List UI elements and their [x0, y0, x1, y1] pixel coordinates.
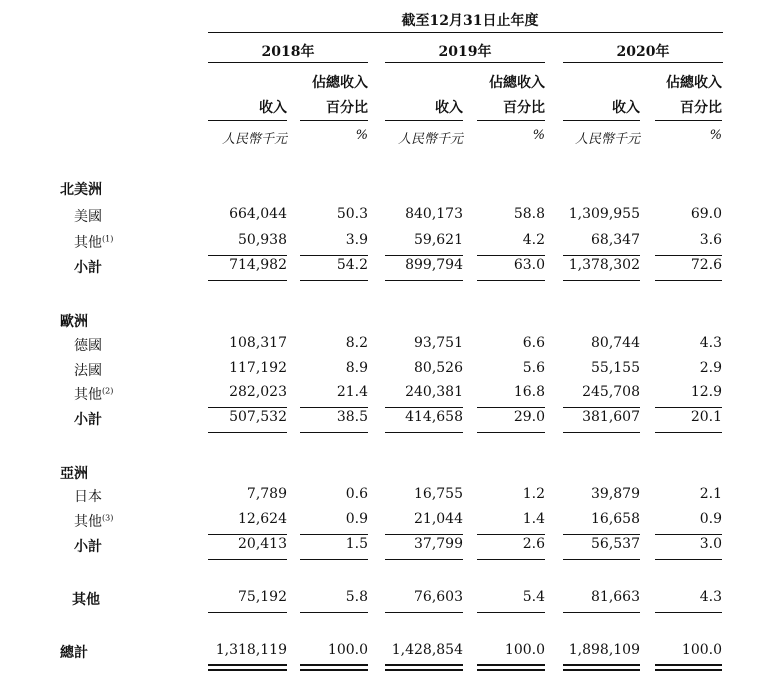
table-cell: 100.0 [681, 642, 722, 658]
other-rule [655, 612, 722, 613]
row-label [74, 232, 113, 252]
other-rule [300, 612, 368, 613]
table-cell: 21.4 [336, 384, 368, 400]
row-label-text: 美國 [74, 209, 102, 225]
total-double-rule [655, 664, 722, 671]
subtotal-rule-top [300, 255, 368, 256]
subtotal-rule-top [385, 534, 463, 535]
revenue-header: 收入 [435, 100, 463, 116]
unit-revenue: 人民幣千元 [397, 132, 463, 147]
row-label [74, 335, 102, 355]
revenue-header-underline [208, 120, 287, 121]
subtotal-label [74, 409, 102, 429]
table-cell: 38.5 [336, 409, 368, 425]
table-cell: 54.2 [336, 257, 368, 273]
table-cell: 76,603 [414, 589, 463, 605]
year-2018-underline [208, 62, 368, 63]
revenue-header-underline [563, 120, 640, 121]
table-cell: 117,192 [229, 360, 287, 376]
subtotal-rule-top [655, 407, 722, 408]
table-cell: 39,879 [591, 486, 640, 502]
unit-pct: % [355, 128, 368, 143]
table-cell: 0.9 [699, 511, 722, 527]
table-cell: 72.6 [690, 257, 722, 273]
subtotal-rule-bottom [300, 559, 368, 560]
row-label-text: 德國 [74, 338, 102, 354]
table-cell: 100.0 [327, 642, 368, 658]
subtotal-rule-bottom [563, 280, 640, 281]
subtotal-rule-bottom [477, 280, 545, 281]
table-cell: 21,044 [414, 511, 463, 527]
table-cell: 5.6 [522, 360, 545, 376]
subtotal-rule-bottom [385, 280, 463, 281]
subtotal-rule-bottom [477, 559, 545, 560]
subtotal-rule-bottom [477, 432, 545, 433]
table-cell: 69.0 [690, 206, 722, 222]
pct-header-line1: 佔總收入 [666, 75, 722, 91]
table-cell: 245,708 [582, 384, 640, 400]
subtotal-rule-top [300, 407, 368, 408]
subtotal-rule-top [477, 534, 545, 535]
table-cell: 899,794 [405, 257, 463, 273]
unit-revenue: 人民幣千元 [574, 132, 640, 147]
subtotal-rule-bottom [563, 559, 640, 560]
table-cell: 714,982 [229, 257, 287, 273]
total-double-rule [208, 664, 287, 671]
subtotal-rule-bottom [300, 280, 368, 281]
table-cell: 1.4 [522, 511, 545, 527]
subtotal-rule-top [208, 407, 287, 408]
table-cell: 80,526 [414, 360, 463, 376]
table-cell: 93,751 [414, 335, 463, 351]
pct-header-underline [300, 120, 368, 121]
table-cell: 55,155 [591, 360, 640, 376]
table-cell: 20,413 [238, 536, 287, 552]
section-title: 北美洲 [60, 182, 102, 198]
table-cell: 8.2 [345, 335, 368, 351]
subtotal-rule-top [208, 534, 287, 535]
footnote-marker: (3) [102, 513, 114, 523]
table-cell: 58.8 [513, 206, 545, 222]
table-cell: 59,621 [414, 232, 463, 248]
subtotal-rule-top [208, 255, 287, 256]
table-cell: 1,309,955 [568, 206, 640, 222]
table-cell: 108,317 [229, 335, 287, 351]
table-cell: 664,044 [229, 206, 287, 222]
year-2020-heading: 2020年 [616, 44, 670, 60]
row-label [74, 206, 102, 226]
other-rule [208, 612, 287, 613]
subtotal-rule-bottom [655, 432, 722, 433]
total-double-rule [563, 664, 640, 671]
subtotal-rule-top [563, 407, 640, 408]
row-label [74, 486, 102, 506]
revenue-header-underline [385, 120, 463, 121]
table-cell: 16,658 [591, 511, 640, 527]
subtotal-label [74, 536, 102, 556]
table-cell: 68,347 [591, 232, 640, 248]
table-cell: 507,532 [229, 409, 287, 425]
table-cell: 56,537 [591, 536, 640, 552]
row-label [74, 360, 102, 380]
row-label-text: 小計 [74, 539, 102, 555]
table-cell: 7,789 [246, 486, 287, 502]
subtotal-rule-bottom [563, 432, 640, 433]
table-cell: 1.5 [345, 536, 368, 552]
row-label-text: 小計 [74, 260, 102, 276]
pct-header-underline [477, 120, 545, 121]
subtotal-rule-bottom [655, 280, 722, 281]
table-cell: 16,755 [414, 486, 463, 502]
table-cell: 50.3 [336, 206, 368, 222]
section-title: 亞洲 [60, 466, 88, 482]
table-cell: 20.1 [690, 409, 722, 425]
subtotal-rule-top [655, 255, 722, 256]
unit-pct: % [709, 128, 722, 143]
subtotal-rule-bottom [385, 432, 463, 433]
pct-header-line2: 百分比 [503, 100, 545, 116]
year-2019-underline [385, 62, 545, 63]
table-cell: 100.0 [504, 642, 545, 658]
table-cell: 414,658 [405, 409, 463, 425]
table-cell: 3.9 [345, 232, 368, 248]
unit-pct: % [532, 128, 545, 143]
table-cell: 3.0 [699, 536, 722, 552]
total-double-rule [300, 664, 368, 671]
row-label-text: 法國 [74, 363, 102, 379]
table-cell: 63.0 [513, 257, 545, 273]
year-2019-heading: 2019年 [438, 44, 492, 60]
row-label [74, 384, 113, 404]
table-cell: 8.9 [345, 360, 368, 376]
row-label-text: 其他 [74, 387, 102, 403]
table-cell: 1,898,109 [568, 642, 640, 658]
footnote-marker: (1) [102, 234, 114, 244]
subtotal-rule-bottom [655, 559, 722, 560]
subtotal-rule-top [385, 407, 463, 408]
subtotal-rule-top [563, 534, 640, 535]
table-cell: 0.9 [345, 511, 368, 527]
other-rule [385, 612, 463, 613]
row-label [74, 511, 113, 531]
total-label: 總計 [60, 645, 88, 661]
table-cell: 240,381 [405, 384, 463, 400]
table-cell: 4.2 [522, 232, 545, 248]
pct-header-line2: 百分比 [326, 100, 368, 116]
table-cell: 381,607 [582, 409, 640, 425]
subtotal-rule-top [385, 255, 463, 256]
year-2018-heading: 2018年 [261, 44, 315, 60]
table-cell: 4.3 [699, 335, 722, 351]
year-2020-underline [563, 62, 723, 63]
other-rule [477, 612, 545, 613]
table-cell: 16.8 [513, 384, 545, 400]
subtotal-label [74, 257, 102, 277]
footnote-marker: (2) [102, 386, 114, 396]
table-cell: 4.3 [699, 589, 722, 605]
table-cell: 37,799 [414, 536, 463, 552]
table-cell: 282,023 [229, 384, 287, 400]
table-cell: 840,173 [405, 206, 463, 222]
row-label-text: 其他 [74, 235, 102, 251]
subtotal-rule-top [563, 255, 640, 256]
subtotal-rule-top [300, 534, 368, 535]
subtotal-rule-bottom [385, 559, 463, 560]
table-cell: 12.9 [690, 384, 722, 400]
table-cell: 2.6 [522, 536, 545, 552]
table-cell: 1.2 [522, 486, 545, 502]
subtotal-rule-bottom [208, 280, 287, 281]
table-cell: 1,318,119 [215, 642, 287, 658]
table-cell: 50,938 [238, 232, 287, 248]
table-cell: 5.4 [522, 589, 545, 605]
section-title: 歐洲 [60, 314, 88, 330]
pct-header-line2: 百分比 [680, 100, 722, 116]
table-cell: 6.6 [522, 335, 545, 351]
table-cell: 12,624 [238, 511, 287, 527]
table-cell: 81,663 [591, 589, 640, 605]
pct-header-underline [655, 120, 722, 121]
revenue-header: 收入 [259, 100, 287, 116]
table-cell: 2.9 [699, 360, 722, 376]
revenue-header: 收入 [612, 100, 640, 116]
row-label-text: 日本 [74, 489, 102, 505]
period-underline [208, 32, 723, 33]
table-cell: 3.6 [699, 232, 722, 248]
pct-header-line1: 佔總收入 [489, 75, 545, 91]
total-double-rule [385, 664, 463, 671]
subtotal-rule-top [655, 534, 722, 535]
pct-header-line1: 佔總收入 [312, 75, 368, 91]
unit-revenue: 人民幣千元 [221, 132, 287, 147]
other-label: 其他 [72, 592, 100, 608]
subtotal-rule-bottom [208, 559, 287, 560]
row-label-text: 其他 [74, 514, 102, 530]
table-cell: 5.8 [345, 589, 368, 605]
subtotal-rule-bottom [208, 432, 287, 433]
total-double-rule [477, 664, 545, 671]
table-cell: 29.0 [513, 409, 545, 425]
table-cell: 0.6 [345, 486, 368, 502]
table-cell: 80,744 [591, 335, 640, 351]
subtotal-rule-top [477, 407, 545, 408]
subtotal-rule-top [477, 255, 545, 256]
row-label-text: 小計 [74, 412, 102, 428]
period-heading: 截至12月31日止年度 [401, 13, 539, 29]
subtotal-rule-bottom [300, 432, 368, 433]
table-cell: 1,378,302 [568, 257, 640, 273]
other-rule [563, 612, 640, 613]
table-cell: 1,428,854 [391, 642, 463, 658]
table-cell: 2.1 [699, 486, 722, 502]
table-cell: 75,192 [238, 589, 287, 605]
